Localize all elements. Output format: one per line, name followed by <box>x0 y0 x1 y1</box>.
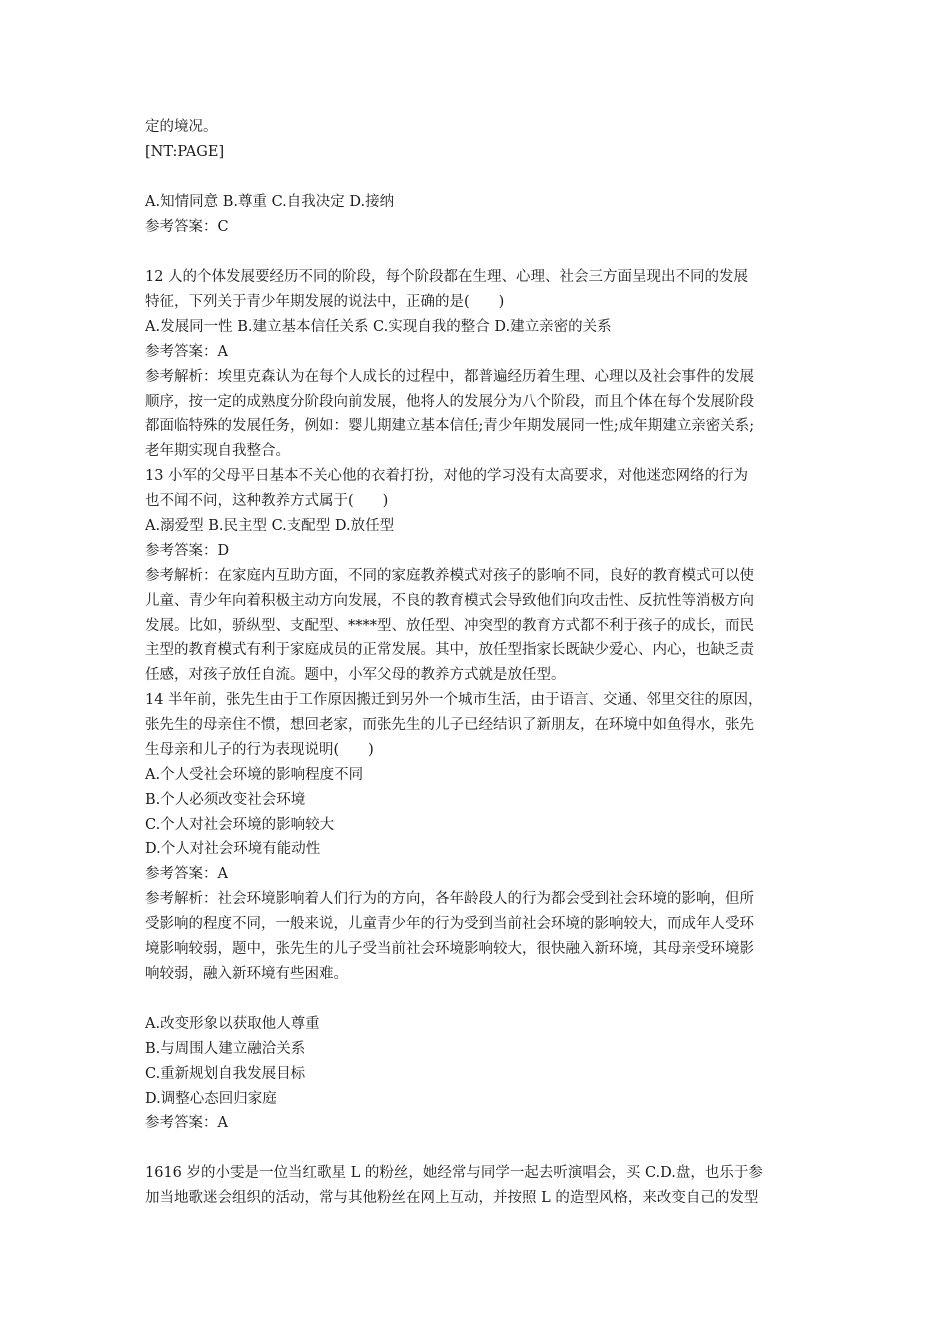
text-line: 13 小军的父母平日基本不关心他的衣着打扮，对他的学习没有太高要求，对他迷恋网络的行为 <box>145 468 749 484</box>
text-line: 生母亲和儿子的行为表现说明( ) <box>145 742 374 758</box>
text-line: A.发展同一性 B.建立基本信任关系 C.实现自我的整合 D.建立亲密的关系 <box>145 319 612 335</box>
text-line: 14 半年前，张先生由于工作原因搬迁到另外一个城市生活，由于语言、交通、邻里交往的原因， <box>145 692 763 708</box>
text-line: 张先生的母亲住不惯，想回老家，而张先生的儿子已经结识了新朋友，在环境中如鱼得水，张先 <box>145 717 754 733</box>
text-line: 参考答案：D <box>145 543 230 559</box>
text-line: 参考解析：在家庭内互助方面，不同的家庭教养模式对孩子的影响不同，良好的教育模式可以使 <box>145 568 754 584</box>
text-line: 参考解析：埃里克森认为在每个人成长的过程中，都普遍经历着生理、心理以及社会事件的发展 <box>145 369 754 385</box>
text-line: D.个人对社会环境有能动性 <box>145 841 321 857</box>
text-line: 参考答案：A <box>145 1115 228 1131</box>
text-line: C.重新规划自我发展目标 <box>145 1066 306 1082</box>
text-line: 特征，下列关于青少年期发展的说法中，正确的是( ) <box>145 294 505 310</box>
text-line: [NT:PAGE] <box>145 144 225 160</box>
text-line: 境影响较弱，题中，张先生的儿子受当前社会环境影响较大，很快融入新环境，其母亲受环境影 <box>145 941 754 957</box>
text-line: A.个人受社会环境的影响程度不同 <box>145 767 364 783</box>
text-line: 儿童、青少年向着积极主动方向发展，不良的教育模式会导致他们向攻击性、反抗性等消极方向 <box>145 593 754 609</box>
text-line: A.改变形象以获取他人尊重 <box>145 1016 320 1032</box>
text-line: A.溺爱型 B.民主型 C.支配型 D.放任型 <box>145 518 395 534</box>
text-line: 参考解析：社会环境影响着人们行为的方向，各年龄段人的行为都会受到社会环境的影响，但所 <box>145 891 754 907</box>
text-line: 1616 岁的小雯是一位当红歌星 L 的粉丝，她经常与同学一起去听演唱会，买 C.D.盘，也乐于参 <box>145 1165 763 1181</box>
text-line: 顺序，按一定的成熟度分阶段向前发展，他将人的发展分为八个阶段，而且个体在每个发展阶段 <box>145 394 754 410</box>
text-line: D.调整心态回归家庭 <box>145 1091 277 1107</box>
text-line: 老年期实现自我整合。 <box>145 443 290 459</box>
text-line: 参考答案：A <box>145 866 228 882</box>
text-line: 也不闻不问，这种教养方式属于( ) <box>145 493 389 509</box>
text-line: 参考答案：C <box>145 219 229 235</box>
text-line: 定的境况。 <box>145 119 218 135</box>
text-line: A.知情同意 B.尊重 C.自我决定 D.接纳 <box>145 194 395 210</box>
text-line: 响较弱，融入新环境有些困难。 <box>145 966 348 982</box>
text-line: C.个人对社会环境的影响较大 <box>145 817 335 833</box>
text-line: 任感，对孩子放任自流。题中，小军父母的教养方式就是放任型。 <box>145 667 566 683</box>
text-line: 加当地歌迷会组织的活动，常与其他粉丝在网上互动，并按照 L 的造型风格，来改变自己的发型 <box>145 1190 759 1206</box>
text-line: B.与周围人建立融洽关系 <box>145 1041 306 1057</box>
text-line: 12 人的个体发展要经历不同的阶段，每个阶段都在生理、心理、社会三方面呈现出不同的发展 <box>145 269 749 285</box>
text-line: 主型的教育模式有利于家庭成员的正常发展。其中，放任型指家长既缺少爱心、内心，也缺乏责 <box>145 642 754 658</box>
text-line: B.个人必须改变社会环境 <box>145 792 306 808</box>
text-line: 受影响的程度不同，一般来说，儿童青少年的行为受到当前社会环境的影响较大，而成年人受环 <box>145 916 754 932</box>
text-line: 参考答案：A <box>145 344 228 360</box>
text-line: 都面临特殊的发展任务，例如：婴儿期建立基本信任;青少年期发展同一性;成年期建立亲密关系; <box>145 418 755 434</box>
text-line: 发展。比如，骄纵型、支配型、****型、放任型、冲突型的教育方式都不利于孩子的成长，而民 <box>145 618 754 634</box>
